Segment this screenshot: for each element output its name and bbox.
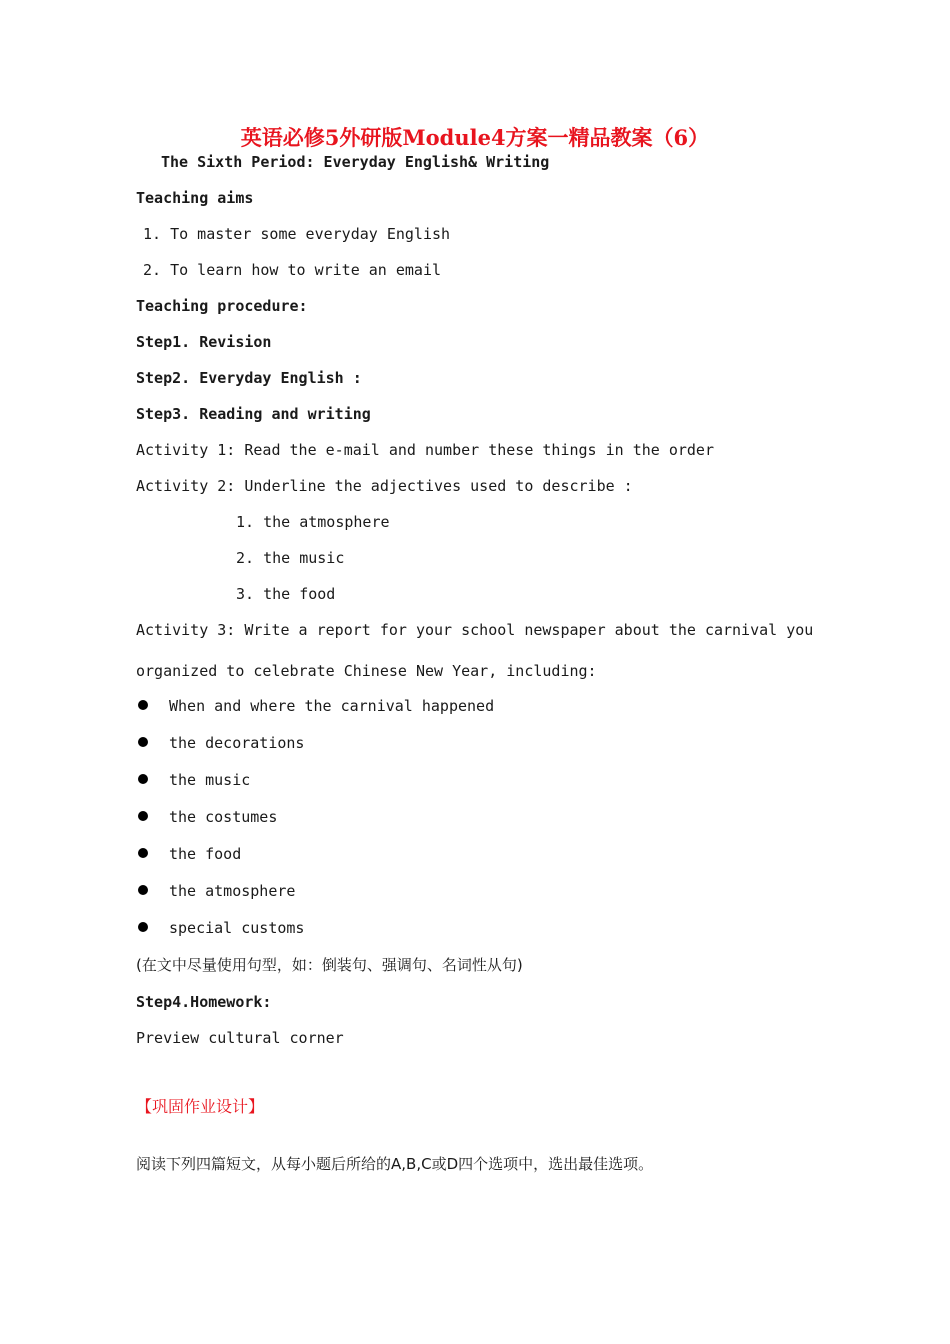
bullet-icon <box>138 848 148 858</box>
step-heading: Step3. Reading and writing <box>136 405 371 423</box>
teaching-aim-item: 1. To master some everyday English <box>143 225 451 243</box>
bullet-icon <box>138 774 148 784</box>
bullet-item: the decorations <box>169 734 305 752</box>
bullet-icon <box>138 922 148 932</box>
teaching-aim-item: 2. To learn how to write an email <box>143 261 442 279</box>
activity-3-continued: organized to celebrate Chinese New Year, including: <box>136 662 597 680</box>
homework-heading: Step4.Homework: <box>136 993 272 1011</box>
activity-2-item: 2. the music <box>236 549 345 567</box>
activity-2-item: 3. the food <box>236 585 336 603</box>
bullet-item: When and where the carnival happened <box>169 697 495 715</box>
consolidation-heading: 【巩固作业设计】 <box>136 1097 265 1116</box>
bullet-icon <box>138 700 148 710</box>
activity-2-item: 1. the atmosphere <box>236 513 390 531</box>
step-heading: Step2. Everyday English : <box>136 369 362 387</box>
bullet-item: the costumes <box>169 808 278 826</box>
bullet-icon <box>138 811 148 821</box>
activity-3: Activity 3: Write a report for your school newspaper about the carnival you <box>136 621 814 639</box>
writing-note: (在文中尽量使用句型，如：倒装句、强调句、名词性从句) <box>136 956 523 974</box>
document-title: 英语必修5外研版Module4方案一精品教案（6） <box>240 125 710 150</box>
bullet-icon <box>138 737 148 747</box>
homework-text: Preview cultural corner <box>136 1029 344 1047</box>
teaching-aims-heading: Teaching aims <box>136 189 254 207</box>
reading-instruction: 阅读下列四篇短文，从每小题后所给的A,B,C或D四个选项中，选出最佳选项。 <box>136 1155 654 1173</box>
bullet-item: special customs <box>169 919 305 937</box>
activity-1: Activity 1: Read the e-mail and number these things in the order <box>136 441 714 459</box>
step-heading: Step1. Revision <box>136 333 272 351</box>
bullet-icon <box>138 885 148 895</box>
lesson-subtitle: The Sixth Period: Everyday English& Writing <box>161 153 550 171</box>
bullet-item: the food <box>169 845 242 863</box>
teaching-procedure-heading: Teaching procedure: <box>136 297 308 315</box>
bullet-item: the music <box>169 771 251 789</box>
bullet-item: the atmosphere <box>169 882 296 900</box>
activity-2: Activity 2: Underline the adjectives used to describe : <box>136 477 633 495</box>
